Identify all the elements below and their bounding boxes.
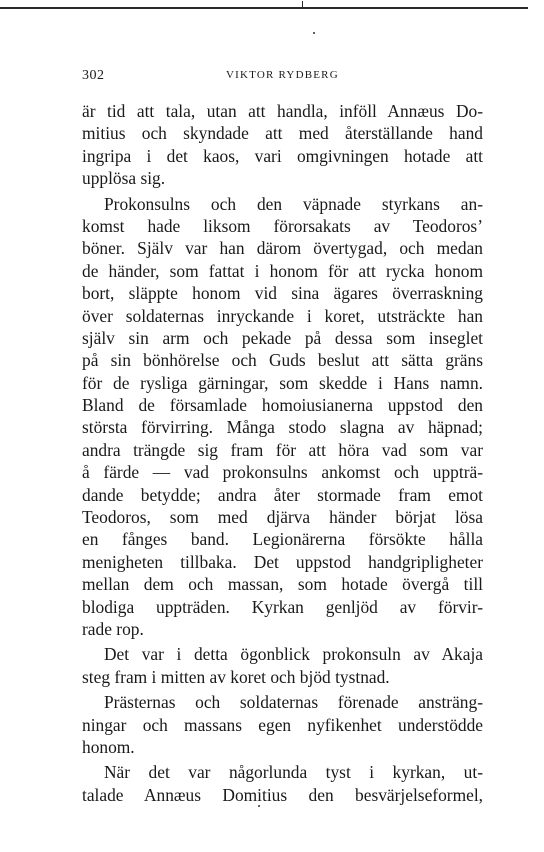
text-line: en fånges band. Legionärerna försökte hålla xyxy=(82,529,483,550)
text-line: dande betydde; andra åter stormade fram emot xyxy=(82,484,483,505)
paragraph xyxy=(82,643,483,688)
text-line: komst hade liksom förorsakats av Teodoros’ xyxy=(82,215,483,236)
text-line: andra trängde sig fram för att höra vad som var xyxy=(82,439,483,460)
text-line: de händer, som fattat i honom för att rycka honom xyxy=(82,260,483,281)
text-line: Prokonsulns och den väpnade styrkans an- xyxy=(104,193,483,214)
text-line: på sin bönhörelse och Guds beslut att sätta gräns xyxy=(82,350,483,371)
text-line: för de rysliga gärningar, som skedde i Hans namn. xyxy=(82,372,483,393)
top-rule-tick xyxy=(302,1,303,9)
text-line: å färde — vad prokonsulns ankomst och uppträ- xyxy=(82,462,483,483)
text-line: Teodoros, som med djärva händer börjat lösa xyxy=(82,507,483,528)
text-line: ningar och massans egen nyfikenhet understödde xyxy=(82,714,483,735)
text-line: böner. Själv var han därom övertygad, och medan xyxy=(82,238,483,259)
text-line: största förvirring. Många stodo slagna av häpnad; xyxy=(82,417,483,438)
text-line: Det var i detta ögonblick prokonsuln av Akaja xyxy=(104,644,483,665)
text-line: mitius och skyndade att med återställande hand xyxy=(82,123,483,144)
body-text xyxy=(82,100,483,806)
text-line: steg fram i mitten av koret och bjöd tystnad. xyxy=(82,666,390,687)
text-line: blodiga uppträden. Kyrkan genljöd av förvir- xyxy=(82,596,483,617)
text-line: ingripa i det kaos, vari omgivningen hotade att xyxy=(82,145,483,166)
page-number: 302 xyxy=(82,68,105,83)
text-line: upplösa sig. xyxy=(82,168,166,189)
paragraph xyxy=(82,100,483,190)
text-line: bort, släppte honom vid sina ägares överraskning xyxy=(82,283,483,304)
paragraph xyxy=(82,691,483,758)
print-speck xyxy=(313,32,315,34)
text-line: honom. xyxy=(82,736,135,757)
paragraph xyxy=(82,193,483,641)
text-line: över soldaternas inryckande i koret, utsträckte han xyxy=(82,305,483,326)
running-head xyxy=(82,68,482,88)
text-line: själv sin arm och pekade på dessa som inseglet xyxy=(82,327,483,348)
text-line: talade Annæus Domitius den besvärjelseformel, xyxy=(82,784,483,805)
text-line: mellan dem och massan, som hotade övergå till xyxy=(82,574,483,595)
text-line: rade rop. xyxy=(82,618,144,639)
text-line: När det var någorlunda tyst i kyrkan, ut- xyxy=(104,762,483,783)
text-line: Prästernas och soldaternas förenade ansträng- xyxy=(104,692,483,713)
paragraph xyxy=(82,761,483,806)
print-speck xyxy=(258,805,260,807)
text-line: menigheten tillbaka. Det uppstod handgripligheter xyxy=(82,551,483,572)
text-line: Bland de församlade homoiusianerna uppstod den xyxy=(82,395,483,416)
running-title: VIKTOR RYDBERG xyxy=(226,69,339,81)
top-rule xyxy=(0,7,528,9)
text-line: är tid att tala, utan att handla, inföll Annæus Do- xyxy=(82,101,483,121)
